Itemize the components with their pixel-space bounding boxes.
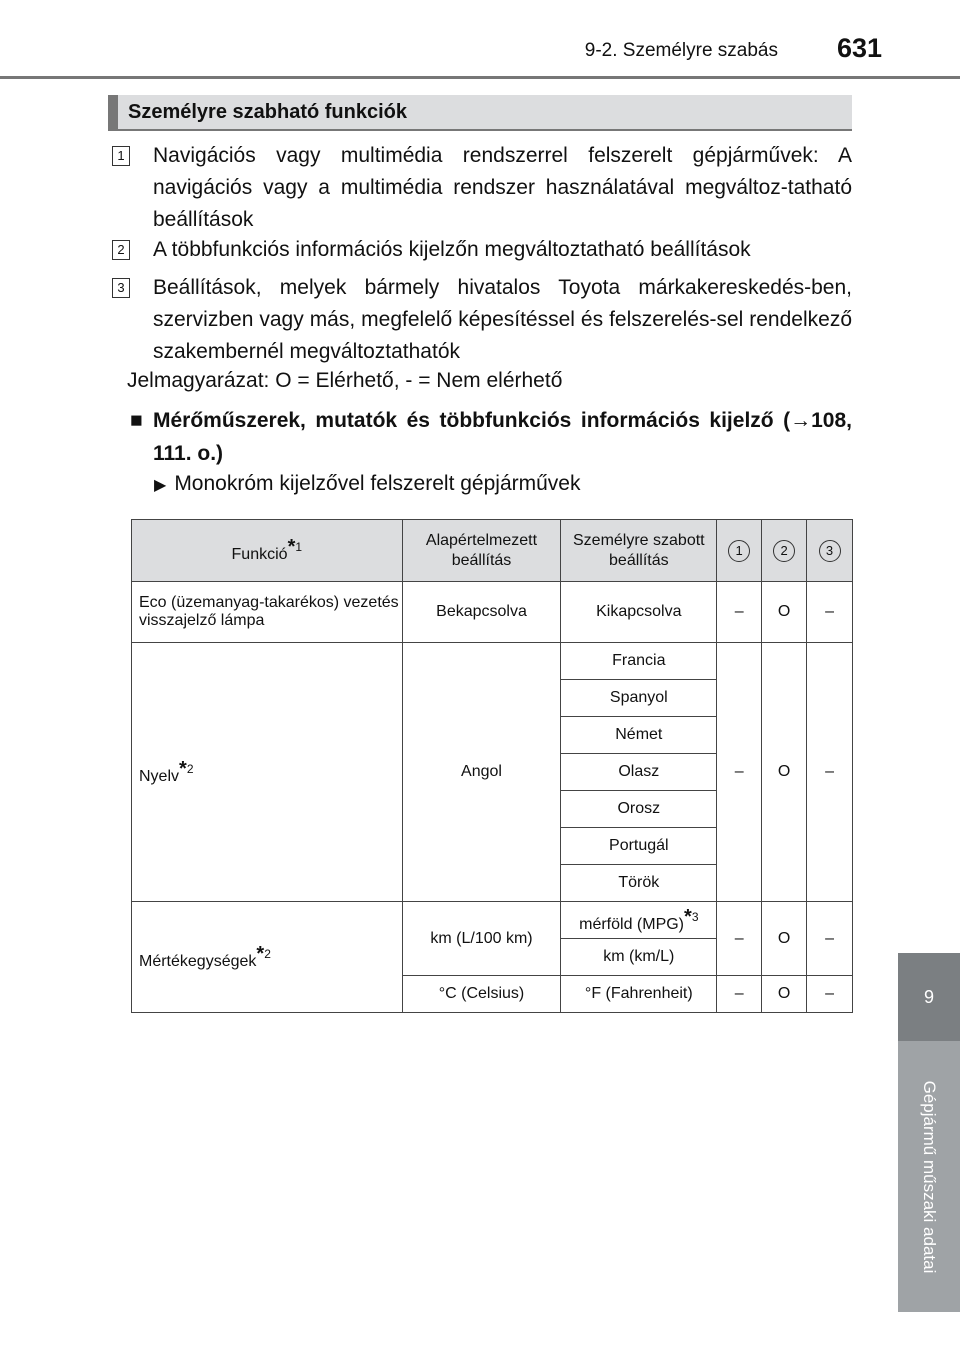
cell-custom-option: Olasz [561, 754, 717, 791]
page-number: 631 [836, 33, 882, 63]
triangle-bullet-icon: ▶ [154, 477, 167, 494]
chapter-label: Gépjármű műszaki adatai [920, 1080, 939, 1273]
item-text: Navigációs vagy multimédia rendszerrel felszerelt gépjárművek: A navigációs vagy a multimédia rendszer használatával megváltoz-tatható beállítások [153, 144, 852, 231]
item-text: A többfunkciós információs kijelzőn megváltoztatható beállítások [153, 238, 751, 261]
header-rule [0, 76, 960, 79]
cell-method-1: – [717, 976, 762, 1013]
settings-table [131, 519, 853, 1013]
cell-method-1: – [717, 582, 762, 643]
table-row [132, 643, 853, 680]
cell-method-2: O [762, 582, 807, 643]
cell-function: Mértékegységek$^{*2}$ [132, 902, 403, 1013]
square-bullet-icon: ■ [130, 409, 143, 432]
list-item [112, 234, 852, 266]
table-row [132, 902, 853, 939]
header-custom: Személyre szabott beállítás [561, 520, 717, 582]
list-item [112, 140, 852, 236]
list-item [112, 272, 852, 368]
cell-custom-option: °F (Fahrenheit) [561, 976, 717, 1013]
item-number-badge: 1 [112, 146, 130, 166]
header-default: Alapértelmezett beállítás [402, 520, 561, 582]
header-method-2 [762, 520, 807, 582]
cell-default: Bekapcsolva [402, 582, 561, 643]
cell-method-2: O [762, 643, 807, 902]
cell-method-2: O [762, 976, 807, 1013]
chapter-number: 9 [923, 986, 934, 1007]
item-number-badge: 2 [112, 240, 130, 260]
cell-custom-option: Török [561, 865, 717, 902]
section-title: 9-2. Személyre szabás [584, 40, 778, 61]
vehicle-variant [154, 472, 580, 496]
cell-custom-option: Orosz [561, 791, 717, 828]
cell-custom-option: Spanyol [561, 680, 717, 717]
cell-function: Nyelv$^{*2}$ [132, 643, 403, 902]
cell-method-1: – [717, 902, 762, 976]
cell-custom-option: Portugál [561, 828, 717, 865]
cell-default: km (L/100 km) [402, 902, 561, 976]
header-method-3 [807, 520, 853, 582]
cell-custom-option: Német [561, 717, 717, 754]
chapter-tab[interactable] [898, 953, 960, 1041]
subsection-heading [130, 404, 852, 470]
cell-method-2: O [762, 902, 807, 976]
cell-default: Angol [402, 643, 561, 902]
cell-custom-option: mérföld (MPG)$^{*3}$ [561, 902, 717, 939]
cell-method-3: – [807, 902, 853, 976]
header-function: Funkció$^{*1}$ [132, 520, 403, 582]
cell-method-1: – [717, 643, 762, 902]
cell-function: Eco (üzemanyag-takarékos) vezetés visszajelző lámpa [132, 582, 403, 643]
circled-number-1: 1 [728, 540, 750, 562]
circled-number-2: 2 [773, 540, 795, 562]
header-method-1 [717, 520, 762, 582]
cell-custom-option: km (km/L) [561, 939, 717, 976]
cell-method-3: – [807, 976, 853, 1013]
table-header-row [132, 520, 853, 582]
table-row [132, 582, 853, 643]
circled-number-3: 3 [819, 540, 841, 562]
item-text: Beállítások, melyek bármely hivatalos Toyota márkakereskedés-ben, szervizben vagy más, megfelelő képesítéssel és felszerelés-sel rendelkező szakembernél megváltoztathatók [153, 276, 852, 363]
section-heading-bar [108, 95, 852, 131]
section-heading: Személyre szabható funkciók [128, 100, 407, 123]
item-number-badge: 3 [112, 278, 130, 298]
subsection-heading-text: Mérőműszerek, mutatók és többfunkciós információs kijelző (→108, 111. o.) [153, 409, 852, 465]
cell-default: °C (Celsius) [402, 976, 561, 1013]
cell-custom: Kikapcsolva [561, 582, 717, 643]
legend-text: Jelmagyarázat: O = Elérhető, - = Nem elérhető [127, 369, 563, 392]
vehicle-variant-text: Monokróm kijelzővel felszerelt gépjárművek [174, 472, 581, 495]
cell-method-3: – [807, 582, 853, 643]
chapter-label-tab [898, 1041, 960, 1312]
cell-custom-option: Francia [561, 643, 717, 680]
cell-method-3: – [807, 643, 853, 902]
